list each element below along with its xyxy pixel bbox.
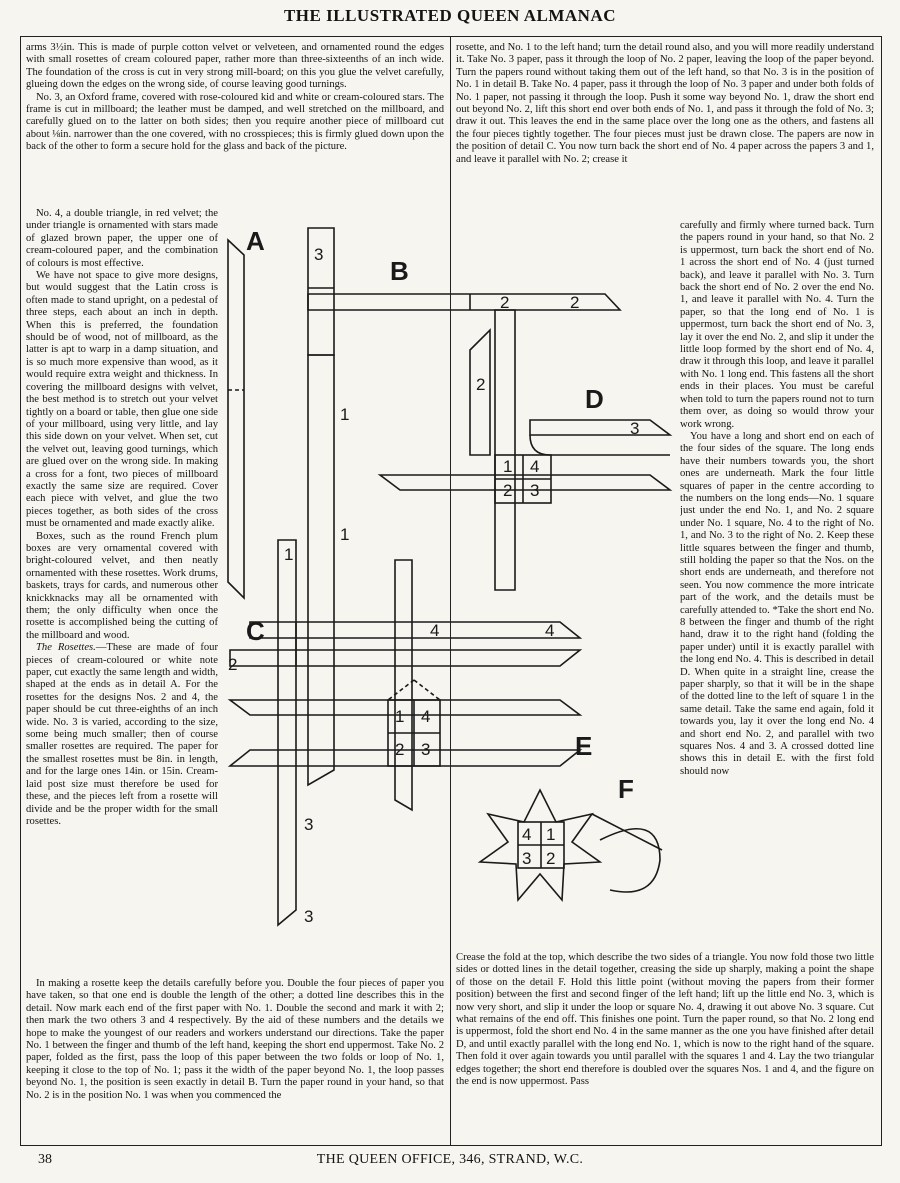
detail-c-vertical-left [278, 540, 296, 925]
detail-b-label: B [390, 256, 409, 286]
strip-number-3: 3 [630, 419, 640, 438]
paragraph: Boxes, such as the round French plum boxes are very ornamental covered with bright-coloured velvet, and then neatly ornamented with these rosettes. Work drums, baskets, trays for cards, and numerous other knickknacks may all be ornamented with them; the only difficulty when once the rosette is accomplished being the cutting of the millboard and wood. [26, 530, 218, 641]
detail-f-label: F [618, 774, 634, 804]
detail-d-band [380, 475, 670, 490]
detail-e-band-lower [230, 750, 580, 766]
right-column-top [456, 42, 874, 220]
right-column-bottom [456, 952, 874, 1142]
paragraph: No. 4, a double triangle, in red velvet; the under triangle is ornamented with stars made of glazed brown paper, the upper one of cream-coloured paper, and the combination of colours is most effective. [26, 208, 218, 269]
left-column-top [26, 42, 444, 208]
paragraph [26, 642, 218, 828]
paragraph-text: —These are made of four pieces of cream-coloured or white note paper, cut exactly the same length and width, shaped at the ends as in detail A. For the rosettes for the designs Nos. 2 and 4, the paper should be cut three-eighths of an inch wide. No. 3 is varied, according to the size, some being much smaller; then of course smaller rosettes are required. The paper for the smallest rosettes must be 8in. in length, and for the large ones 14in. or 15in. Cream-laid post size must therefore be used for these, and the pieces left from a rosette will divide and be the proper width for the small rosettes. [26, 642, 218, 827]
paragraph: arms 3½in. This is made of purple cotton velvet or velveteen, and ornamented round the edges with small rosettes of cream coloured paper, rather more than three-sixteenths of an inch wide. The foundation of the cross is cut in very strong mill-board; on this you glue the velvet carefully, glueing down the edges on the wrong side, of course leaving good turnings. [26, 42, 444, 91]
paragraph: We have not space to give more designs, but would suggest that the Latin cross is often made to stand upright, on a pedestal of three steps, each about an inch in depth. When this is preferred, the foundation should be of wood, not of millboard, as the latter is apt to warp in a damp situation, and is so much more expensive than wood, as it would require extra weight and thickness. In covering the millboard designs with velvet, the best method is to stretch out your velvet tightly on a board or table, then glue one side of your millboard, using very little, and lay this side down on your velvet. When set, cut the velvet out, leaving good turnings, which are glued over on the wrong side. In making a cross for a font, two pieces of millboard exactly the same size are required. Cover each piece with velvet, and glue the two pieces together, as both sides of the cross must be ornamented and made exactly alike. [26, 270, 218, 530]
paragraph: carefully and firmly where turned back. Turn the papers round in your hand, so that No. 2 is uppermost, turn back the short end of No. 1 across the short end of No. 4 (just turned back), and leave it parallel with No. 3. Turn back the short end of No. 2 over the end No. 1, and leave it parallel with No. 4. Turn the paper, so that the long end of No. 1 is uppermost, turn back the short end of No. 3, lay it over the end No. 2, and slip it under the little loop formed by the short end of No. 4, draw it through this loop, and leave it parallel with No. 1 long end. This fastens all the short ends in their places. You must be careful when told to turn the papers round not to turn them over, as doing so would throw your work wrong. [680, 220, 874, 430]
paragraph: Crease the fold at the top, which describe the two sides of a triangle. You now fold those two little sides or dotted lines in the detail together, creasing the side up sharply, making a point the shape of those on the detail F. Hold this little point (without moving the papers from their former position) between the first and second finger of the left hand; lift up the little end No. 3, which is now very short, and slip it under the loop or square No. 4, drawing it out above No. 3 square. Cut what remains of the end off. This finishes one point. Turn the paper round, so that No. 2 long end is uppermost, fold the short end No. 4 in the same manner as the one you have finished after detail D, and until exactly parallel with the long end No. 1, which is now to the right hand of the square. Then fold it over again towards you until parallel with the squares 1 and 4. Lay the two triangular edges together; the short end therefore is doubled over the squares Nos. 1 and 4, and the figure on the end is now uppermost. Pass [456, 952, 874, 1088]
detail-f-loop [600, 829, 660, 892]
strip-number-2: 2 [570, 293, 580, 312]
detail-d-horizontal-3 [530, 420, 670, 435]
paragraph: In making a rosette keep the details carefully before you. Double the four pieces of paper you have taken, so that one end is double the length of the other; a dotted line describes this in the detail. Now mark each end of the first paper with No. 1. Double the second and mark it with 2; then mark the two others 3 and 4 respectively. By the aid of these numbers and the details we hope to make the youngest of our readers and workers understand our directions. Take the paper No. 1 between the finger and thumb of the left hand, keeping the short end uppermost. Take No. 2 paper, folded as the first, pass the loop of this paper between the two folds or loop of No. 1, keeping it close to the top of No. 1; pass it the width of the paper beyond No. 1, the loop passes beyond No. 1, the position is seen exactly in detail B. Turn the paper round in your hand, so that No. 2 is in the position No. 1 was when you commenced the [26, 978, 444, 1101]
paragraph: rosette, and No. 1 to the left hand; turn the detail round also, and you will more readily understand it. Take No. 3 paper, pass it through the loop of No. 2 paper, leaving the loop of the paper beyond. Turn the papers round without taking them out of the left hand, so that No. 3 is in the position of No. 1 in detail B. Take No. 4 paper, pass it through the loop of No. 3 paper and under both folds of No. 1 paper, not passing it through the loop. Push it some way beyond No. 1, draw the short end out beyond No. 2, lift this short end over both ends of No. 1, and pass it through the fold of No. 3; draw it out. This leaves the end in the same place over the long one as the others, and fastens all the four pieces tightly together. The four pieces must just be drawn close. The papers are now in the position of detail C. You now turn back the short end of No. 4 paper across the papers 3 and 1, and leave it parallel with No. 2; crease it [456, 42, 874, 165]
square-number-1: 1 [503, 457, 513, 476]
square-number-1: 1 [395, 707, 405, 726]
strip-number-2: 2 [476, 375, 486, 394]
section-title: The Rosettes. [36, 642, 96, 654]
strip-number-2: 2 [500, 293, 510, 312]
detail-a-label: A [246, 226, 265, 256]
strip-number-4: 4 [430, 621, 440, 640]
detail-d-strip-1 [495, 310, 515, 590]
star-number-3: 3 [522, 849, 532, 868]
imprint: THE QUEEN OFFICE, 346, STRAND, W.C. [316, 1152, 584, 1167]
square-number-4: 4 [530, 457, 540, 476]
left-column-narrow [26, 208, 218, 946]
strip-number-3: 3 [304, 907, 314, 926]
square-number-3: 3 [530, 481, 540, 500]
paragraph: You have a long and short end on each of the four sides of the square. The long ends have their numbers towards you, the short ones are underneath. Mark the four little squares of paper in the centre according to the numbers on the long ends—No. 1 square just under the end No. 1, and No. 2 square under No. 1 square, No. 4 to the right of No. 1, and No. 3 to the right of No. 2. Keep these little squares between the finger and thumb, still holding the paper so that the Nos. on the short ends are underneath, and therefore not seen. You now commence the more intricate part of the work, and the details must be carefully attended to. *Take the short end No. 8 between the finger and thumb of the right hand, draw it to the right hand (folding the paper under) until it is exactly parallel with the long end No. 4. This is described in detail D. When quite in a straight line, crease the paper sharply, so that it will be in the shape of the dotted line to the left of square 1 in the same detail. Take the same end again, fold it towards you, lay it over the long end No. 4 and short end No. 2, and parallel with two squares Nos. 4 and 3. A crossed dotted line shows this in detail E. with the first fold should now [680, 430, 874, 777]
detail-d-curve [530, 435, 670, 455]
star-number-4: 4 [522, 825, 532, 844]
detail-c-lower [230, 650, 580, 666]
strip-number-1: 1 [340, 405, 350, 424]
square-number-2: 2 [395, 740, 405, 759]
square-number-4: 4 [421, 707, 431, 726]
page-number: 38 [38, 1152, 52, 1167]
strip-number-3: 3 [304, 815, 314, 834]
detail-c-vertical-right [395, 560, 412, 810]
star-number-1: 1 [546, 825, 556, 844]
strip-number-1: 1 [284, 545, 294, 564]
detail-d-label: D [585, 384, 604, 414]
detail-c-label: C [246, 616, 265, 646]
paragraph: No. 3, an Oxford frame, covered with rose-coloured kid and white or cream-coloured stars. The frame is cut in millboard; the leather must be damped, and well stretched on the millboard, and carefully glued on to the latter on both sides; then you require another piece of millboard cut about ⅛in. narrower than the one covered, with no crosspieces; this is firmly glued down upon the back of the other to form a secure hold for the glass and back of the picture. [26, 91, 444, 153]
square-number-2: 2 [503, 481, 513, 500]
strip-number-4: 4 [545, 621, 555, 640]
detail-b-strip-1 [308, 355, 334, 785]
square-number-3: 3 [421, 740, 431, 759]
detail-a-strip [228, 240, 244, 598]
strip-number-1: 1 [340, 525, 350, 544]
left-column-bottom [26, 978, 444, 1142]
detail-e-label: E [575, 731, 593, 761]
detail-e-band [230, 700, 580, 715]
star-number-2: 2 [546, 849, 556, 868]
strip-number-3: 3 [314, 245, 324, 264]
detail-c-horizontal [250, 622, 580, 638]
rosette-diagram [200, 210, 678, 950]
right-column-narrow [680, 220, 874, 952]
strip-number-2: 2 [228, 655, 238, 674]
running-head: THE ILLUSTRATED QUEEN ALMANAC [283, 6, 617, 25]
